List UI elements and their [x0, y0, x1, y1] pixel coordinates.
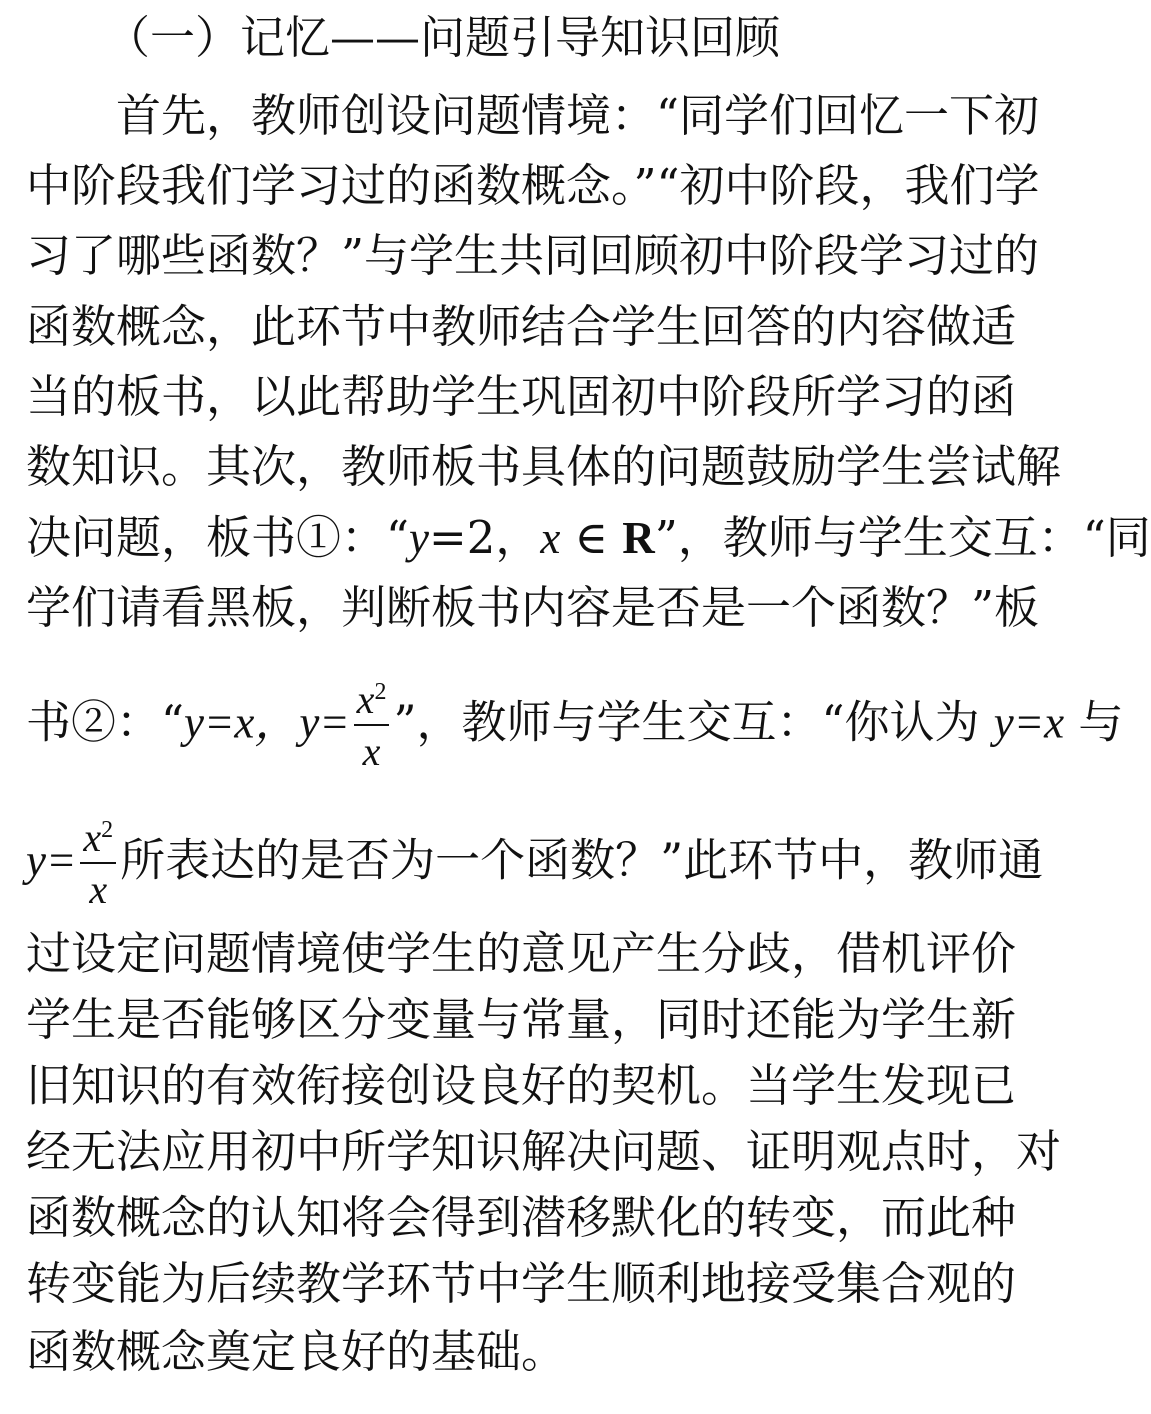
paragraph-line-17: 函数概念奠定良好的基础。 — [26, 1325, 567, 1378]
math-eq-y: y= — [26, 835, 77, 886]
fraction-x2-over-x — [354, 677, 390, 774]
paragraph-line-13: 旧知识的有效衔接创设良好的契机。当学生发现已 — [26, 1059, 1017, 1112]
paragraph-line-4: 函数概念，此环节中教师结合学生回答的内容做适 — [26, 300, 1017, 353]
paragraph-line-1: 首先，教师创设问题情境：“同学们回忆一下初 — [116, 89, 1040, 142]
paragraph-line-12: 学生是否能够区分变量与常量，同时还能为学生新 — [26, 993, 1017, 1046]
line7-prefix: 决问题，板书①：“ — [26, 511, 410, 564]
paragraph-line-3: 习了哪些函数？”与学生共同回顾初中阶段学习过的 — [26, 229, 1040, 282]
math-y: y — [409, 513, 429, 563]
fraction-x2-over-x-2 — [80, 815, 116, 912]
line7-suffix: ”，教师与学生交互：“同 — [654, 511, 1151, 564]
math-eq-a: y=x，y= — [184, 697, 350, 748]
paragraph-line-5: 当的板书，以此帮助学生巩固初中阶段所学习的函 — [26, 370, 1017, 423]
frac-exponent-2: 2 — [101, 817, 114, 843]
section-heading: （一）记忆——问题引导知识回顾 — [105, 11, 781, 64]
frac-numerator: x — [356, 677, 375, 722]
frac-denominator: x — [354, 724, 390, 772]
paragraph-line-16: 转变能为后续教学环节中学生顺利地接受集合观的 — [26, 1257, 1017, 1310]
paragraph-line-2: 中阶段我们学习过的函数概念。”“初中阶段，我们学 — [26, 159, 1040, 212]
line10-suffix: 所表达的是否为一个函数？”此环节中，教师通 — [120, 833, 1044, 887]
paragraph-line-8: 学们请看黑板，判断板书内容是否是一个函数？”板 — [26, 581, 1040, 634]
math-eq-2: =2， — [429, 511, 541, 564]
paragraph-line-9 — [26, 677, 1124, 774]
paragraph-line-7 — [26, 508, 1151, 568]
math-x: x — [540, 513, 561, 563]
paragraph-line-6: 数知识。其次，教师板书具体的问题鼓励学生尝试解 — [26, 440, 1062, 493]
line9-mid: ”，教师与学生交互：“你认为 — [393, 695, 994, 749]
paragraph-line-10 — [26, 815, 1044, 912]
frac-numerator-2: x — [83, 815, 102, 860]
frac-exponent: 2 — [374, 679, 387, 705]
real-numbers-symbol: R — [622, 513, 655, 563]
frac-denominator-2: x — [80, 862, 116, 910]
line9-prefix: 书②：“ — [26, 695, 185, 749]
line9-suffix: 与 — [1064, 695, 1124, 749]
paragraph-line-14: 经无法应用初中所学知识解决问题、证明观点时，对 — [26, 1125, 1062, 1178]
paragraph-line-15: 函数概念的认知将会得到潜移默化的转变，而此种 — [26, 1191, 1017, 1244]
math-eq-b: y=x — [993, 697, 1065, 748]
element-of-symbol: ∈ — [560, 511, 623, 564]
paragraph-line-11: 过设定问题情境使学生的意见产生分歧，借机评价 — [26, 927, 1017, 980]
